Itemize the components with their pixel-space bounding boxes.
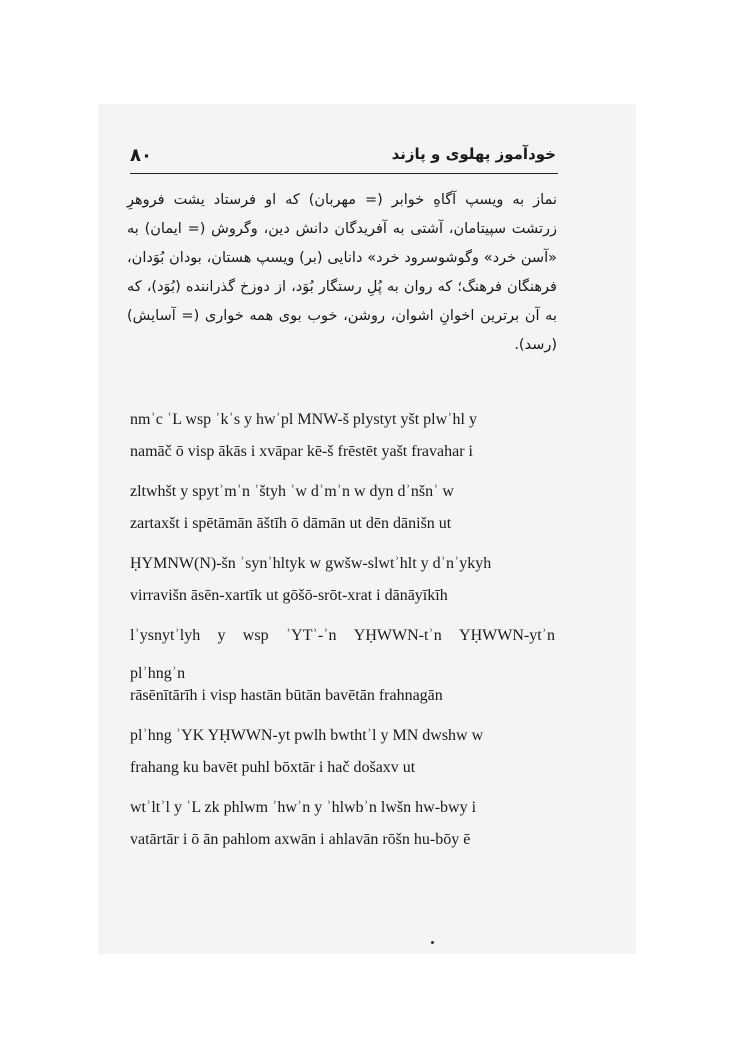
pahlavi-word: y (217, 627, 226, 644)
persian-paragraph: نماز به ویسپ آگاهِ خوابر (= مهربان) که او فرستاد یشت فروهرِ زرتشت سپیتامان، آشتی به آفریدگان دانش دین، وگروش (= ایمان) به «آسن خرد» وگوشوسرود خرد» دانایی (بر) ویسپ هستان، بودان بُوَدان، فرهنگان فرهنگ؛ که روان به پُلِ رستگار بُوَد، از دوزخ گذراننده (بُوَد)، که به آن برترین اخوانِ اشوان، روشن، خوب بوی همه خواری (= آسایش) (رسد). (127, 192, 557, 353)
pazand-line: vatārtār i ō ān pahlom axwān i ahlavān rōšn hu-bōy ē (130, 831, 471, 848)
pazand-line: frahang ku bavēt puhl bōxtār i hač došaxv ut (130, 759, 416, 776)
persian-translation (127, 186, 557, 360)
pahlavi-line-continued: plʾhngʾn (130, 665, 186, 682)
verse-group (130, 726, 560, 778)
page-speck (431, 941, 434, 944)
pazand-line: namāč ō visp ākās i xvāpar kē-š frēstēt yašt fravahar i (130, 443, 473, 460)
pahlavi-line: plʾhng ʾYK YḤWWN-yt pwlh bwthtʾl y MN dwshw w (130, 727, 484, 744)
pahlavi-word: lʾysnytʾlyh (130, 627, 201, 644)
verse-group (130, 410, 560, 462)
transliteration-block (130, 410, 560, 870)
pahlavi-line: ḤYMNW(N)-šn ʾsynʾhltyk w gwšw-slwtʾhlt y dʾnʾykyh (130, 555, 492, 572)
verse-group (130, 798, 560, 850)
pahlavi-word: YḤWWN-ytʾn (459, 627, 555, 644)
page-number: ۸۰ (130, 145, 152, 166)
pahlavi-word: wsp (242, 627, 269, 644)
pahlavi-line: zltwhšt y spytʾmʾn ʾštyh ʾw dʾmʾn w dyn dʾnšnʾ w (130, 483, 454, 500)
verse-group (130, 482, 560, 534)
header-divider (130, 173, 558, 174)
pazand-line: virravišn āsēn-xartīk ut gōšō-srōt-xrat i dānāyīkīh (130, 587, 448, 604)
verse-group (130, 554, 560, 606)
pahlavi-word: YḤWWN-tʾn (353, 627, 442, 644)
pahlavi-word: ʾYTʾ-ʾn (285, 627, 337, 644)
pazand-line: zartaxšt i spētāmān āštīh ō dāmān ut dēn dānišn ut (130, 515, 452, 532)
verse-group (130, 626, 560, 706)
pahlavi-line: nmʾc ʿL wsp ʾkʾs y hwʾpl MNW-š plystyt yšt plwʾhl y (130, 411, 477, 428)
pahlavi-line: wtʾltʾl y ʿL zk phlwm ʾhwʾn y ʾhlwbʾn lwšn hw-bwy i (130, 799, 477, 816)
page-header (130, 133, 558, 173)
pahlavi-line (130, 626, 555, 646)
pazand-line: rāsēnītārīh i visp hastān būtān bavētān frahnagān (130, 687, 443, 704)
book-title: خودآموز پهلوی و پازند (391, 145, 556, 163)
